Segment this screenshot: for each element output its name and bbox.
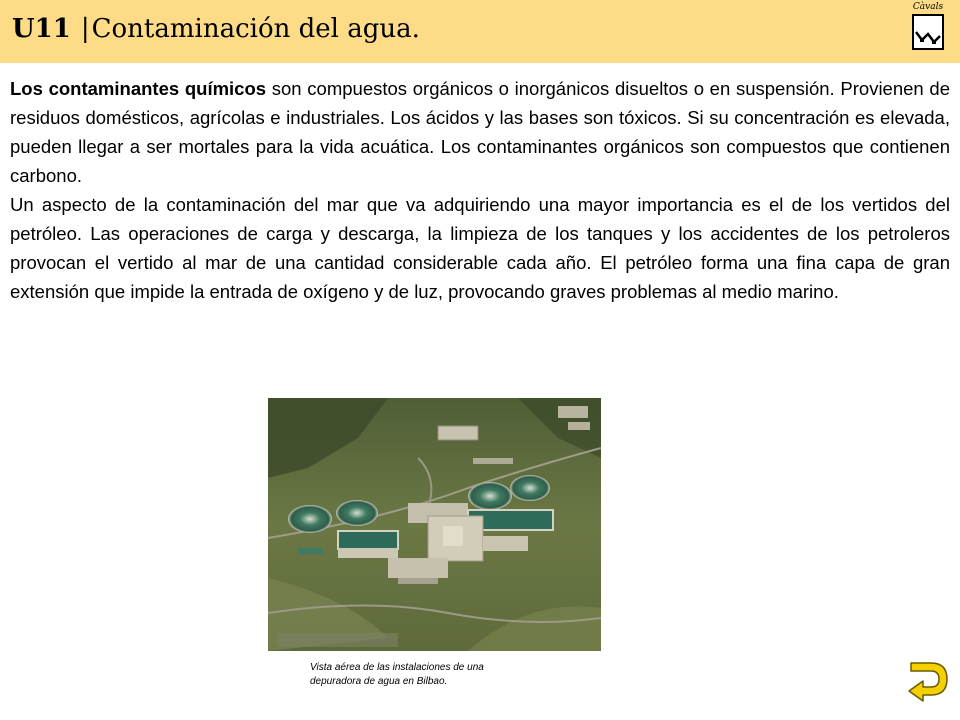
publisher-logo bbox=[908, 2, 948, 54]
paragraph-1-text: son compuestos orgánicos o inorgánicos disueltos o en suspensión. Provienen de residuos domésticos, agrícolas e industriales. Los ácidos y las bases son tóxicos. Si su concentración es elevada, pueden llegar a ser mortales para la vida acuática. Los contaminantes orgánicos son compuestos que contienen carbono. bbox=[10, 78, 950, 186]
aerial-photo-water-treatment-plant bbox=[268, 398, 601, 651]
paragraph-oil-spills: Un aspecto de la contaminación del mar que va adquiriendo una mayor importancia es el de los vertidos del petróleo. Las operaciones de carga y descarga, la limpieza de los tanques y los accidentes de los petroleros provocan el vertido al mar de una cantidad considerable cada año. El petróleo forma una fina capa de gran extensión que impide la entrada de oxígeno y de luz, provocando graves problemas al medio marino. bbox=[10, 194, 950, 302]
logo-wordmark: Càvals bbox=[912, 2, 944, 12]
title-bar bbox=[0, 0, 960, 63]
logo-graph-icon bbox=[912, 14, 944, 50]
return-arrow-icon[interactable] bbox=[905, 657, 951, 705]
figure-caption bbox=[310, 661, 570, 689]
body-text bbox=[10, 74, 950, 306]
caption-line-2: depuradora de agua en Bilbao. bbox=[310, 676, 448, 687]
title-text: Contaminación del agua. bbox=[91, 14, 420, 44]
caption-line-1: Vista aérea de las instalaciones de una bbox=[310, 662, 484, 673]
page-title bbox=[12, 14, 420, 44]
title-separator: | bbox=[80, 14, 90, 44]
paragraph-chemical-pollutants bbox=[10, 74, 950, 190]
lead-term: Los contaminantes químicos bbox=[10, 78, 267, 99]
unit-label: U11 bbox=[12, 14, 71, 44]
